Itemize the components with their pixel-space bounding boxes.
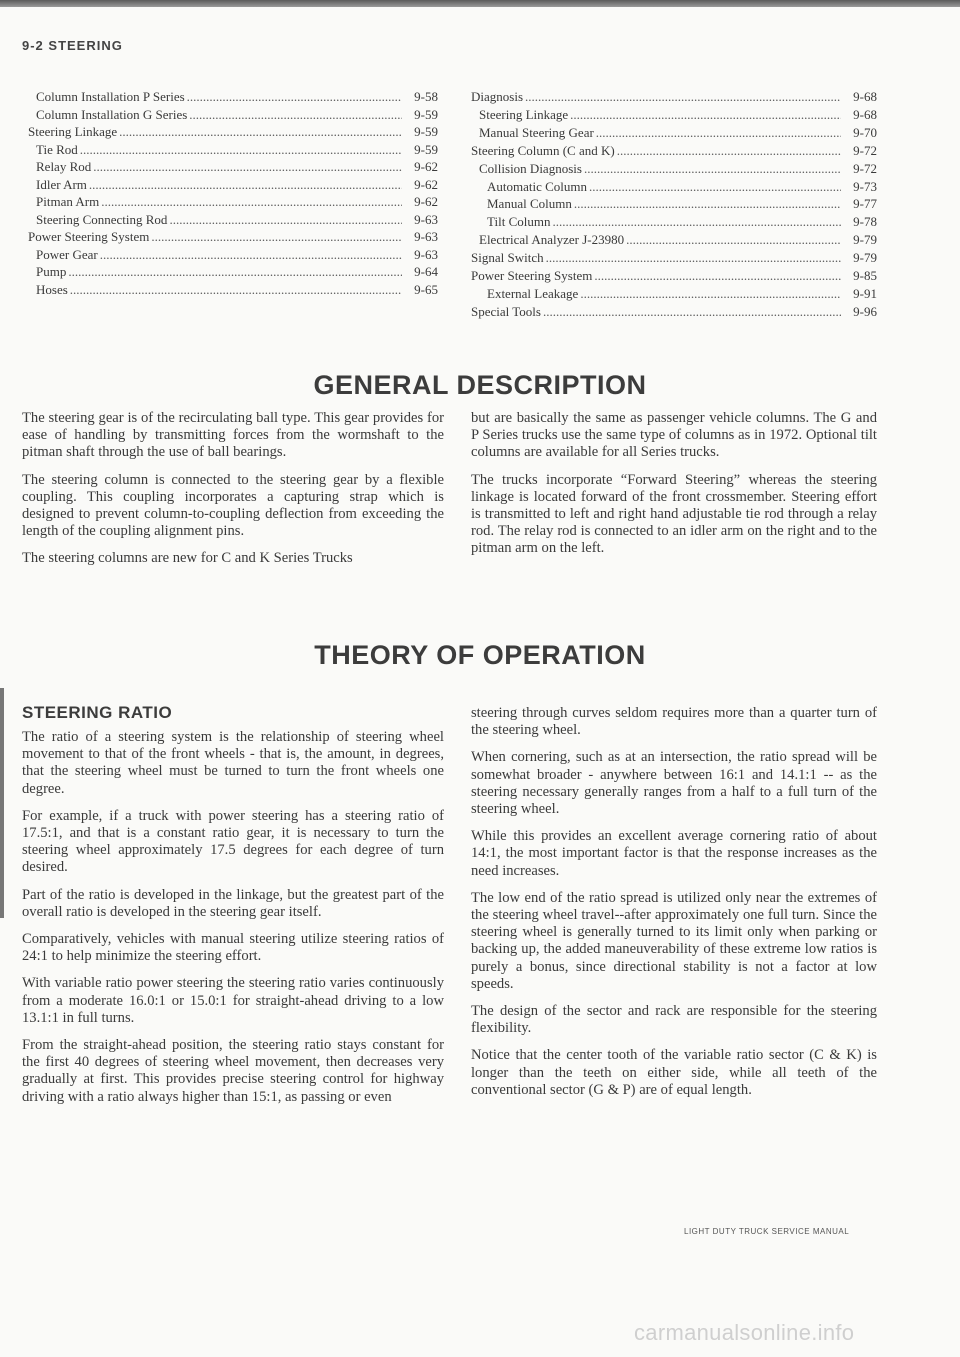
toc-entry [471,142,877,160]
toc-entry [28,246,438,264]
toc-entry [471,195,877,213]
toc-entry-title: Manual Column [487,196,572,212]
toc-entry [471,267,877,285]
toc-entry-title: Manual Steering Gear [479,124,594,140]
toc-leader-dots [89,176,402,194]
theory-heading: THEORY OF OPERATION [314,640,646,670]
toc-entry [471,160,877,178]
toc-page-number: 9-91 [853,285,877,301]
toc-leader-dots [187,88,402,106]
toc-page-number: 9-59 [414,124,438,139]
toc-entry-title: External Leakage [487,285,579,301]
toc-leader-dots [594,267,841,285]
paragraph: The design of the sector and rack are responsible for the steering flexibility. [471,1003,877,1037]
toc-entry [471,106,877,124]
toc-entry [28,141,438,159]
toc-leader-dots [80,141,402,159]
toc-entry [28,88,438,106]
toc-leader-dots [626,231,841,249]
toc-leader-dots [525,88,841,106]
toc-left [28,88,438,298]
toc-page-number: 9-68 [853,89,877,104]
toc-entry-title: Steering Column (C and K) [471,142,615,158]
toc-page-number: 9-96 [853,303,877,319]
toc-page-number: 9-65 [414,281,438,297]
toc-entry-title: Idler Arm [36,176,87,192]
toc-entry-title: Pitman Arm [36,194,100,209]
toc-entry-title: Steering Linkage [28,124,118,139]
toc-entry [28,106,438,124]
toc-entry-title: Electrical Analyzer J-23980 [479,232,625,248]
toc-page-number: 9-63 [414,246,438,262]
toc-leader-dots [189,106,402,124]
toc-entry [471,249,877,267]
paragraph: The steering columns are new for C and K Series Trucks [22,550,353,567]
theory-right-column [471,705,877,1109]
toc-entry [28,228,438,246]
toc-leader-dots [552,213,841,231]
toc-page-number: 9-78 [853,214,877,230]
toc-page-number: 9-77 [853,196,877,212]
toc-entry [471,303,877,321]
toc-entry-title: Steering Connecting Rod [36,211,168,227]
toc-entry [28,281,438,299]
margin-bar [0,688,4,918]
toc-page-number: 9-64 [414,264,438,279]
paragraph: The ratio of a steering system is the relationship of steering wheel movement to that of the front wheels - that is, the amount, in degrees, that the steering wheel must be turned to turn the front wheels one degree. [22,729,444,797]
paragraph: The low end of the ratio spread is utilized only near the extremes of the steering wheel travel--after approximately one full turn. Since the steering wheel is generally turned to its limit only when parking or backing up, the added maneuverability of these extreme low ratios is purely a bonus, since directional stability is not a factor at low speeds. [471,889,877,992]
toc-page-number: 9-63 [414,211,438,227]
toc-entry-title: Pump [36,264,67,279]
toc-entry [471,88,877,106]
toc-entry-title: Power Gear [36,246,98,262]
toc-leader-dots [101,193,402,211]
running-head: 9-2 STEERING [22,38,123,53]
toc-leader-dots [68,263,402,281]
toc-leader-dots [617,142,841,160]
toc-page-number: 9-62 [414,176,438,192]
toc-entry [471,231,877,249]
paragraph: Part of the ratio is developed in the linkage, but the greatest part of the overall ratio is developed in the steering gear itself. [22,886,444,920]
toc-entry [471,124,877,142]
toc-leader-dots [70,281,402,299]
theory-left-column [22,729,444,1116]
toc-page-number: 9-73 [853,178,877,194]
paragraph: steering through curves seldom requires more than a quarter turn of the steering wheel. [471,705,877,739]
paragraph: While this provides an excellent average cornering ratio of about 14:1, the most important factor is that the response increases as the need increases. [471,828,877,879]
toc-page-number: 9-63 [414,229,438,244]
toc-page-number: 9-59 [414,141,438,157]
paragraph: With variable ratio power steering the steering ratio varies continuously from a moderate 16.0:1 or 15.0:1 for straight-ahead driving to a low 13.1:1 in full turns. [22,975,444,1026]
toc-leader-dots [570,106,841,124]
toc-entry [28,211,438,229]
toc-entry-title: Diagnosis [471,89,523,104]
general-description-heading: GENERAL DESCRIPTION [313,370,647,400]
toc-entry-title: Signal Switch [471,250,544,266]
toc-entry [471,178,877,196]
toc-leader-dots [584,160,841,178]
paragraph: For example, if a truck with power steering has a steering ratio of 17.5:1, and that is a constant ratio gear, it is necessary to turn the steering wheel approximately 17.5 degrees for each degree of turn desired. [22,807,444,876]
toc-page-number: 9-79 [853,250,877,266]
toc-entry-title: Power Steering System [28,229,150,244]
toc-leader-dots [580,285,841,303]
toc-page-number: 9-62 [414,194,438,209]
toc-leader-dots [169,211,402,229]
toc-entry [28,193,438,211]
toc-entry-title: Special Tools [471,303,541,319]
paragraph: Notice that the center tooth of the variable ratio sector (C & K) is longer than the teeth on either side, while all teeth of the conventional sector (G & P) are of equal length. [471,1047,877,1098]
paragraph: When cornering, such as at an intersection, the ratio spread will be somewhat broader - anywhere between 16:1 and 14.1:1 -- as the steering necessary generally ranges from a half to a full turn of the steering wheel. [471,749,877,818]
toc-right [471,88,877,321]
toc-page-number: 9-79 [853,232,877,248]
toc-entry-title: Column Installation G Series [36,106,188,122]
paragraph: The steering gear is of the recirculating ball type. This gear provides for ease of handling by transmitting forces from the wormshaft to the pitman shaft through the use of ball bearings. [22,410,444,461]
toc-page-number: 9-68 [853,106,877,122]
toc-entry-title: Column Installation P Series [36,89,185,104]
toc-entry [28,263,438,281]
manual-footer: LIGHT DUTY TRUCK SERVICE MANUAL [684,1227,850,1236]
toc-leader-dots [546,249,841,267]
toc-entry [471,213,877,231]
toc-entry [28,123,438,141]
toc-page-number: 9-70 [853,124,877,140]
steering-ratio-heading: STEERING RATIO [22,703,173,722]
toc-entry-title: Tilt Column [487,214,551,230]
toc-leader-dots [589,178,841,196]
toc-leader-dots [93,158,402,176]
toc-entry-title: Power Steering System [471,268,593,284]
toc-leader-dots [100,246,402,264]
toc-page-number: 9-59 [414,106,438,122]
toc-leader-dots [151,228,402,246]
general-right-column [471,410,877,568]
toc-entry [28,176,438,194]
toc-page-number: 9-58 [414,89,438,104]
paragraph: Comparatively, vehicles with manual steering utilize steering ratios of 24:1 to help minimize the steering effort. [22,931,444,965]
toc-entry-title: Automatic Column [487,178,588,194]
toc-page-number: 9-85 [853,268,877,284]
toc-page-number: 9-72 [853,160,877,176]
paragraph: but are basically the same as passenger vehicle columns. The G and P Series trucks use the same type of columns as in 1972. Optional tilt columns are available for all Series trucks. [471,410,877,461]
toc-entry-title: Tie Rod [36,141,78,157]
toc-entry-title: Collision Diagnosis [479,160,582,176]
paragraph: The trucks incorporate “Forward Steering” whereas the steering linkage is located forward of the front crossmember. Steering effort is transmitted to left and right hand adjustable tie rod through a relay rod. The relay rod is connected to an idler arm on the right and to the pitman arm on the left. [471,471,877,557]
general-left-column [22,410,444,578]
toc-leader-dots [543,303,841,321]
toc-entry-title: Hoses [36,281,68,297]
toc-leader-dots [119,123,402,141]
paragraph: The steering column is connected to the steering gear by a flexible coupling. This coupling incorporates a capturing strap which is designed to prevent column-to-coupling deflection from exceeding the length of the coupling alignment pins. [22,471,444,540]
toc-leader-dots [596,124,841,142]
watermark: carmanualsonline.info [634,1320,855,1345]
top-border [0,0,960,7]
toc-entry [28,158,438,176]
toc-entry-title: Relay Rod [36,159,92,174]
toc-entry [471,285,877,303]
toc-entry-title: Steering Linkage [479,106,569,122]
toc-page-number: 9-62 [414,159,438,174]
toc-page-number: 9-72 [853,142,877,158]
toc-leader-dots [574,195,841,213]
paragraph: From the straight-ahead position, the steering ratio stays constant for the first 40 degrees of steering wheel movement, then decreases very gradually at first. This provides precise steering control for highway driving with a ratio always higher than 15:1, as passing or even [22,1037,444,1105]
